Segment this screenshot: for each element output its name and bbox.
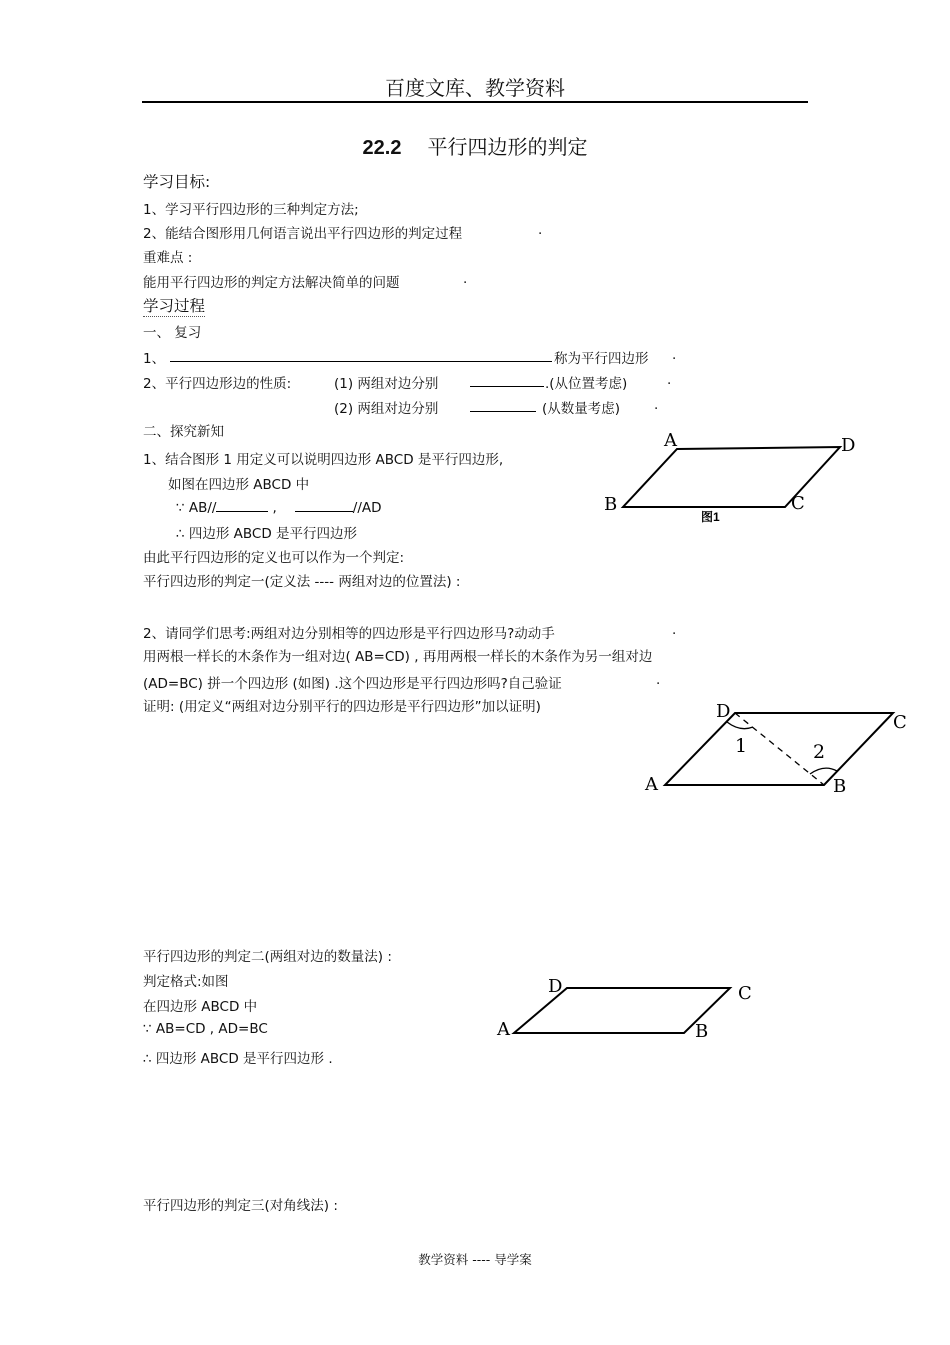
fig1-parallelogram: [623, 447, 840, 507]
process-heading: 学习过程: [143, 297, 206, 315]
proof-prompt: 证明: (用定义“两组对边分别平行的四边形是平行四边形”加以证明): [143, 699, 541, 715]
fig2-label-b: B: [833, 776, 847, 797]
goal-item-2-end: .: [538, 222, 543, 238]
explore-p2-line1-end: .: [672, 622, 677, 638]
review-q1-number: 1、: [143, 351, 166, 367]
fig1-label-c: C: [791, 493, 805, 514]
fig2-angle-1-label: 1: [735, 735, 748, 757]
section-title: 平行四边形的判定: [427, 135, 588, 159]
method-2-line-2: ∵ AB=CD , AD=BC: [143, 1021, 268, 1037]
review-q1-tail: 称为平行四边形: [554, 351, 649, 367]
method-2-heading: 平行四边形的判定二(两组对边的数量法) :: [143, 949, 392, 965]
because-comma: ,: [272, 500, 277, 516]
page-header: 百度文库、教学资料: [385, 76, 565, 100]
because-ad: //AD: [352, 500, 382, 516]
explore-p2-line3: (AD=BC) 拼一个四边形 (如图) .这个四边形是平行四边形吗?自己验证: [143, 676, 562, 692]
review-q2a-tail: .(从位置考虑): [545, 376, 628, 392]
fig3-label-a: A: [497, 1019, 510, 1040]
method-1-heading: 平行四边形的判定一(定义法 ---- 两组对边的位置法) :: [143, 574, 461, 590]
explore-heading: 二、探究新知: [143, 424, 224, 440]
explore-p2-line1: 2、请同学们思考:两组对边分别相等的四边形是平行四边形马?动动手: [143, 626, 555, 642]
review-q2b-end: .: [654, 397, 659, 413]
goals-heading: 学习目标:: [143, 173, 211, 191]
fig2-angle-2-label: 2: [813, 741, 826, 763]
fig1-label-b: B: [604, 494, 618, 515]
review-q2a-label: (1) 两组对边分别: [334, 376, 439, 392]
key-points-text: 能用平行四边形的判定方法解决简单的问题: [143, 275, 400, 291]
explore-p2-line3-end: .: [656, 672, 661, 688]
method-3-heading: 平行四边形的判定三(对角线法) :: [143, 1198, 338, 1214]
review-q2a-blank[interactable]: [470, 372, 544, 387]
review-q2a-end: .: [667, 372, 672, 388]
review-q2b-blank[interactable]: [470, 397, 536, 412]
fig3-label-d: D: [548, 976, 563, 997]
because-ab: AB//: [188, 500, 217, 516]
review-heading: 一、 复习: [143, 325, 202, 341]
figure-3: [492, 970, 762, 1042]
fig2-label-a: A: [645, 774, 658, 795]
fig2-angle-1-arc: [727, 722, 753, 729]
figure-1: [595, 425, 865, 530]
definition-conclusion: 由此平行四边形的定义也可以作为一个判定:: [143, 550, 405, 566]
figure-2: [640, 698, 915, 800]
fig3-label-c: C: [738, 983, 752, 1004]
because-symbol: ∵: [176, 500, 185, 516]
goal-item-1: 1、学习平行四边形的三种判定方法;: [143, 202, 359, 218]
fig2-angle-2-arc: [810, 768, 837, 774]
fig1-caption: 图1: [701, 510, 720, 524]
page-footer: 教学资料 ---- 导学案: [418, 1252, 532, 1267]
explore-p2-line2: 用两根一样长的木条作为一组对边( AB=CD) , 再用两根一样长的木条作为另一组对边: [143, 649, 653, 665]
fig1-label-a: A: [664, 430, 677, 451]
explore-p1-line2: 如图在四边形 ABCD 中: [168, 477, 310, 493]
because-blank-1[interactable]: [216, 497, 268, 512]
goal-item-2: 2、能结合图形用几何语言说出平行四边形的判定过程: [143, 226, 463, 242]
method-2-line-1: 在四边形 ABCD 中: [143, 999, 258, 1015]
section-number: 22.2: [362, 137, 402, 159]
because-line: [176, 497, 382, 516]
header-rule: [142, 101, 808, 103]
fig2-label-c: C: [893, 712, 907, 733]
document-title: [0, 131, 950, 160]
fig2-label-d: D: [716, 701, 731, 722]
fig3-label-b: B: [695, 1021, 709, 1042]
key-points-heading: 重难点 :: [143, 250, 193, 266]
review-q1-blank[interactable]: [170, 347, 552, 362]
because-blank-2[interactable]: [295, 497, 353, 512]
method-2-format-label: 判定格式:如图: [143, 974, 229, 990]
review-q2b-tail: (从数量考虑): [542, 401, 621, 417]
explore-p1-line1: 1、结合图形 1 用定义可以说明四边形 ABCD 是平行四边形,: [143, 452, 504, 468]
review-q2-label: 2、平行四边形边的性质:: [143, 376, 292, 392]
method-2-line-3: ∴ 四边形 ABCD 是平行四边形 .: [143, 1051, 333, 1067]
fig1-label-d: D: [841, 435, 856, 456]
review-q1-end: .: [672, 347, 677, 363]
key-points-end: .: [463, 271, 468, 287]
review-q2b-label: (2) 两组对边分别: [334, 401, 439, 417]
therefore-line: ∴ 四边形 ABCD 是平行四边形: [176, 526, 358, 542]
